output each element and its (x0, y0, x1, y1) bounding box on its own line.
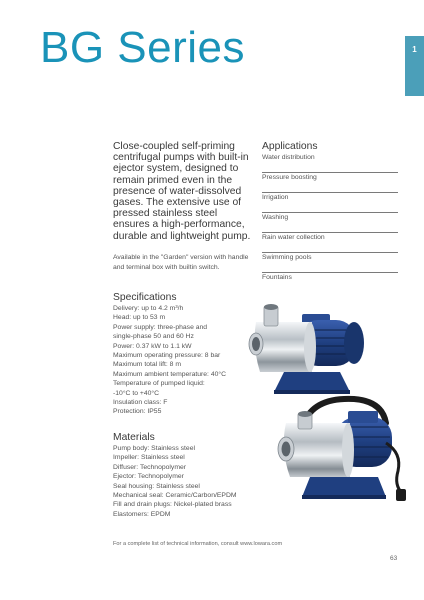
spec-item: -10°C to +40°C (113, 389, 160, 397)
spec-item: Insulation class: F (113, 399, 168, 407)
materials-list (113, 444, 237, 519)
application-item: Water distribution (262, 153, 398, 173)
bg-pump-image (244, 300, 370, 400)
spec-item: Maximum operating pressure: 8 bar (113, 352, 221, 360)
specifications-heading: Specifications (113, 292, 177, 303)
application-item: Irrigation (262, 193, 398, 213)
spec-item: Maximum total lift: 8 m (113, 361, 181, 369)
page-title: BG Series (40, 23, 246, 72)
chapter-tab: 1 (405, 36, 424, 96)
applications-heading: Applications (262, 141, 318, 152)
application-item: Washing (262, 213, 398, 233)
intro-text: Close-coupled self-priming centrifugal pumps with built-in ejector system, designed to remain primed even in the presence of water-dissolved gases. The extensive use of pressed stainless steel ensures a high-performance, durable and lightweight pump. (113, 141, 251, 242)
material-item: Impeller: Stainless steel (113, 454, 185, 462)
specifications-list (113, 304, 226, 417)
material-item: Fill and drain plugs: Nickel-plated brass (113, 501, 232, 509)
material-item: Elastomers: EPDM (113, 510, 171, 518)
application-item: Swimming pools (262, 253, 398, 273)
spec-item: single-phase 50 and 60 Hz (113, 333, 194, 341)
spec-item: Protection: IP55 (113, 408, 162, 416)
material-item: Mechanical seal: Ceramic/Carbon/EPDM (113, 492, 237, 500)
materials-heading: Materials (113, 432, 155, 443)
spec-item: Maximum ambient temperature: 40°C (113, 370, 227, 378)
material-item: Pump body: Stainless steel (113, 445, 195, 452)
spec-item: Head: up to 53 m (113, 314, 166, 322)
bg-garden-pump-image (274, 393, 414, 513)
application-item: Pressure boosting (262, 173, 398, 193)
page-number: 63 (390, 555, 398, 562)
spec-item: Power: 0.37 kW to 1.1 kW (113, 342, 192, 350)
footer-note: For a complete list of technical information, consult www.lowara.com (113, 541, 283, 547)
application-item: Rain water collection (262, 233, 398, 253)
material-item: Diffuser: Technopolymer (113, 463, 187, 471)
applications-list (262, 153, 398, 293)
material-item: Seal housing: Stainless steel (113, 482, 200, 490)
application-item: Fountains (262, 274, 292, 281)
spec-item: Temperature of pumped liquid: (113, 380, 205, 388)
spec-item: Power supply: three-phase and (113, 323, 208, 331)
material-item: Ejector: Technopolymer (113, 473, 184, 481)
spec-item: Delivery: up to 4.2 m³/h (113, 305, 184, 312)
garden-version-note: Available in the "Garden" version with handle and terminal box with builtin switch. (113, 254, 249, 271)
